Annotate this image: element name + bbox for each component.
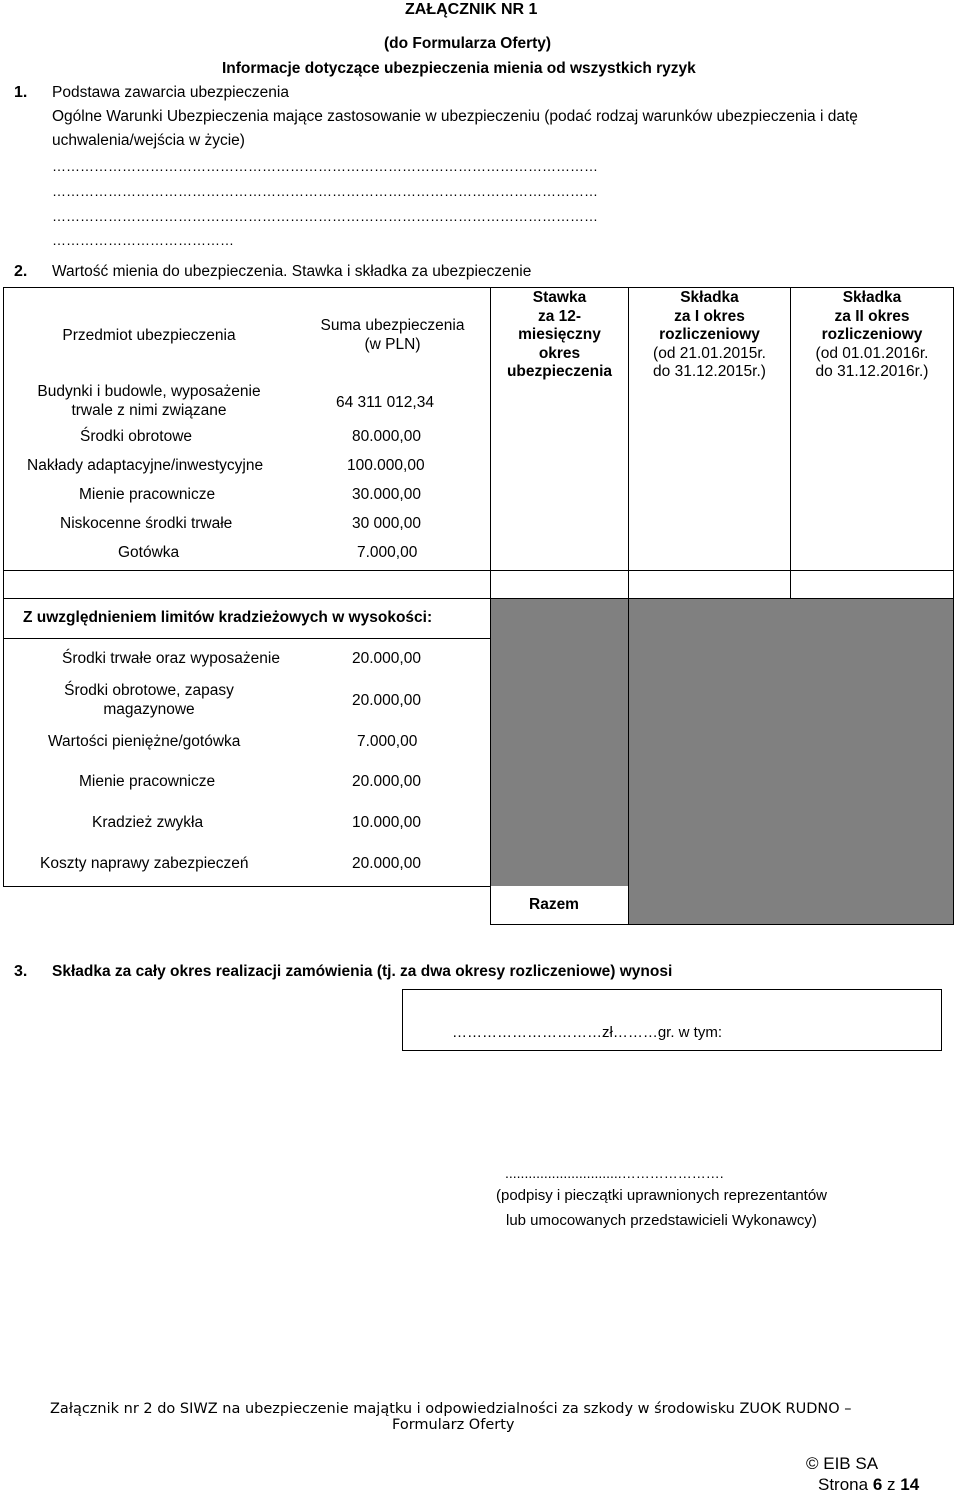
limit-row-name: Kradzież zwykła — [92, 814, 204, 831]
section1-heading: Podstawa zawarcia ubezpieczenia — [52, 84, 289, 101]
limit-row-value: 20.000,00 — [352, 773, 421, 790]
gray-cell-premiums — [628, 598, 953, 925]
col-header-subject: Przedmiot ubezpieczenia — [62, 326, 236, 344]
premium-total-box[interactable] — [402, 989, 942, 1051]
limit-row-value: 7.000,00 — [357, 733, 418, 750]
footer-page-total: 14 — [900, 1475, 920, 1494]
col-header-sum — [295, 300, 490, 372]
limit-row-name: Koszty naprawy zabezpieczeń — [40, 855, 249, 872]
limit-row-name: Mienie pracownicze — [79, 773, 216, 790]
table-row-name-line: trwale z nimi związane — [71, 402, 227, 419]
col-header-rate — [491, 288, 628, 383]
footer-page-number — [818, 1475, 919, 1495]
limit-row-name-line: Środki obrotowe, zapasy — [64, 682, 234, 700]
footer-line1: Załącznik nr 2 do SIWZ na ubezpieczenie majątku i odpowiedzialności za szkody w środowisku ZUOK RUDNO – — [50, 1401, 852, 1417]
table-row-name: Gotówka — [118, 544, 180, 561]
attachment-subtitle: (do Formularza Oferty) — [384, 35, 552, 52]
table-row-value: 30.000,00 — [352, 486, 421, 503]
limit-row-name — [4, 681, 294, 721]
col-header-premium-2-line: do 31.12.2016r.) — [815, 363, 929, 381]
table-row-name: Środki obrotowe — [80, 428, 193, 445]
limit-row-value: 20.000,00 — [352, 692, 421, 709]
limit-row-value: 20.000,00 — [352, 855, 421, 872]
table-row-value: 30 000,00 — [352, 515, 421, 532]
col-header-premium-2-line: Składka — [842, 289, 902, 307]
table-row-name: Mienie pracownicze — [79, 486, 216, 503]
total-label: Razem — [529, 896, 579, 913]
footer-page-current: 6 — [872, 1475, 883, 1494]
table-row-value: 80.000,00 — [352, 428, 421, 445]
col-header-rate-line: Stawka — [532, 289, 587, 307]
col-header-premium-1-line: rozliczeniowy — [659, 326, 760, 344]
signature-dots: ..............................…………………. — [505, 1165, 724, 1181]
fill-line-3: ……………………………………………………………………………………………………… — [52, 208, 598, 224]
col-header-premium-2-line: (od 01.01.2016r. — [815, 344, 929, 362]
premium-amount-line: …………………………zł………gr. w tym: — [451, 1024, 722, 1041]
section2-number: 2. — [14, 263, 28, 280]
section1-text-line1: Ogólne Warunki Ubezpieczenia mające zastosowanie w ubezpieczeniu (podać rodzaj warunków ubezpieczenia i datę — [52, 108, 858, 125]
col-header-premium-1 — [629, 288, 790, 383]
col-header-premium-1-line: (od 21.01.2015r. — [653, 344, 766, 362]
table-row-name-line: Budynki i budowle, wyposażenie — [37, 383, 261, 401]
col-header-premium-2-line: rozliczeniowy — [821, 326, 923, 344]
limit-row-name: Środki trwałe oraz wyposażenie — [62, 650, 280, 667]
table-row-name: Nakłady adaptacyjne/inwestycyjne — [27, 457, 264, 474]
col-header-premium-2 — [791, 288, 953, 383]
col-header-rate-line: okres — [538, 344, 581, 362]
col-header-rate-line: za 12- — [537, 307, 582, 325]
attachment-title: ZAŁĄCZNIK NR 1 — [405, 1, 538, 18]
col-header-sum-line1: Suma ubezpieczenia — [320, 317, 465, 335]
signature-caption-line1: (podpisy i pieczątki uprawnionych reprezentantów — [496, 1187, 828, 1204]
limit-row-name: Wartości pieniężne/gotówka — [48, 733, 241, 750]
signature-caption-line2: lub umocowanych przedstawicieli Wykonawcy) — [506, 1212, 817, 1229]
limit-row-value: 10.000,00 — [352, 814, 421, 831]
section2-heading-bold: Wartość mienia do ubezpieczenia. — [52, 263, 288, 280]
table-row-name — [4, 382, 294, 422]
footer-copyright: © EIB SA — [806, 1454, 879, 1473]
col-header-premium-1-line: Składka — [680, 289, 739, 307]
section3-heading: Składka za cały okres realizacji zamówienia (tj. za dwa okresy rozliczeniowe) wynosi — [52, 963, 673, 980]
table-row-value: 100.000,00 — [347, 457, 425, 474]
table-row-name: Niskocenne środki trwałe — [60, 515, 233, 532]
footer-page-label: Strona — [818, 1475, 873, 1494]
section1-text-line2: uchwalenia/wejścia w życie) — [52, 132, 245, 149]
fill-line-2: ……………………………………………………………………………………………………… — [52, 183, 598, 199]
fill-line-1: ……………………………………………………………………………………………………… — [52, 158, 598, 174]
footer-line2: Formularz Oferty — [392, 1417, 515, 1433]
section3-number: 3. — [14, 963, 28, 980]
col-header-sum-line2: (w PLN) — [364, 336, 421, 353]
section2-heading-rest: Stawka i składka za ubezpieczenie — [287, 263, 532, 280]
limit-row-name-line: magazynowe — [103, 701, 195, 718]
attachment-info: Informacje dotyczące ubezpieczenia mienia od wszystkich ryzyk — [222, 60, 696, 77]
footer-page-sep: z — [882, 1475, 901, 1494]
col-header-premium-2-line: za II okres — [834, 307, 910, 325]
limits-heading: Z uwzględnieniem limitów kradzieżowych w wysokości: — [23, 609, 433, 626]
col-header-rate-line: ubezpieczenia — [506, 363, 613, 381]
table-row-value: 64 311 012,34 — [336, 394, 434, 411]
limit-row-value: 20.000,00 — [352, 650, 421, 667]
section1-number: 1. — [14, 84, 28, 101]
col-header-rate-line: miesięczny — [518, 326, 601, 344]
col-header-premium-1-line: do 31.12.2015r.) — [653, 363, 766, 381]
gray-cell-rate — [491, 598, 628, 886]
col-header-premium-1-line: za I okres — [674, 307, 745, 325]
fill-line-4: ………………………………… — [52, 232, 234, 248]
table-row-value: 7.000,00 — [357, 544, 418, 561]
